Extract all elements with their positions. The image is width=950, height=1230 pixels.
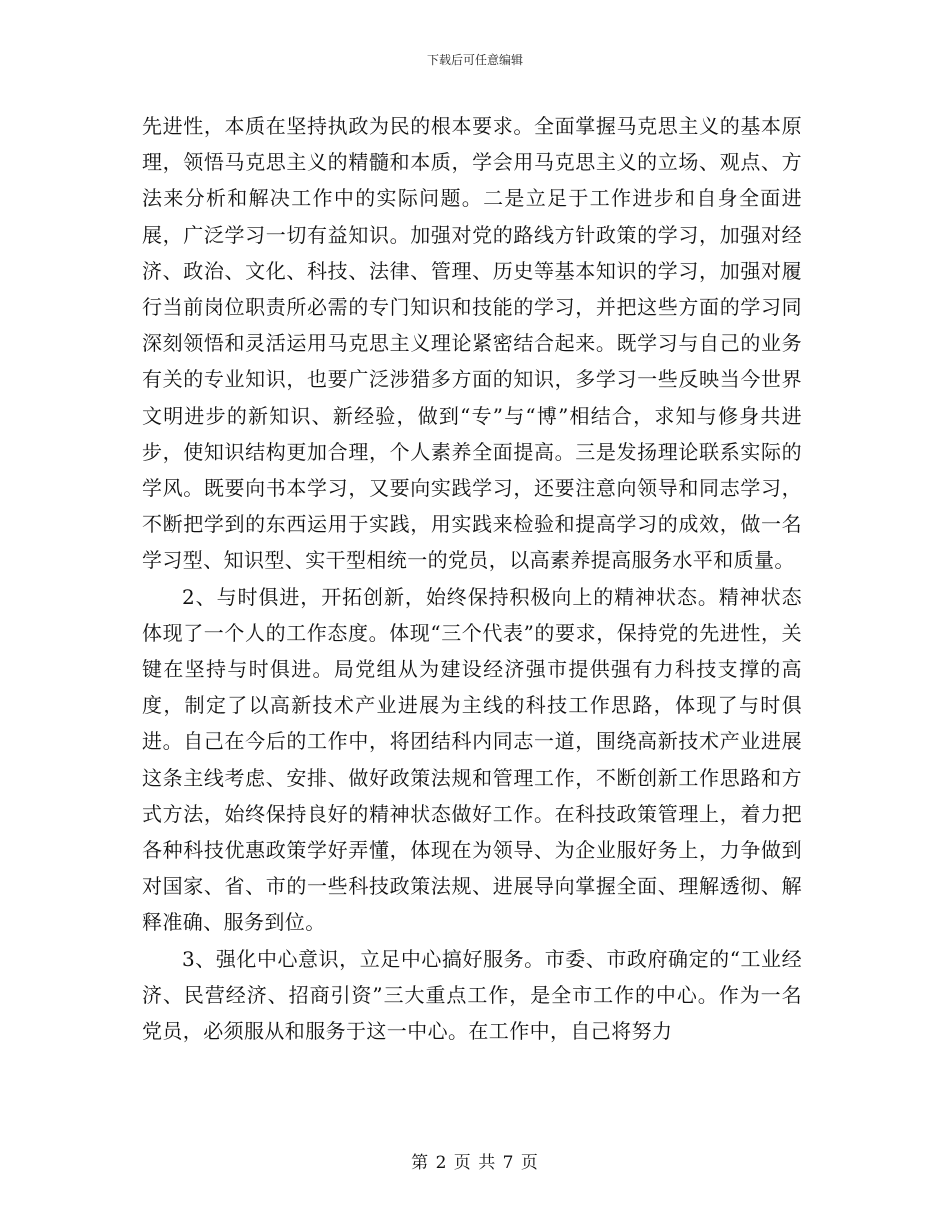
document-body (142, 108, 802, 1049)
page-header: 下载后可任意编辑 (426, 53, 523, 67)
paragraph-continuation: 先进性，本质在坚持执政为民的根本要求。全面掌握马克思主义的基本原理，领悟马克思主义的精髓和本质，学会用马克思主义的立场、观点、方法来分析和解决工作中的实际问题。二是立足于工作进步和自身全面进展，广泛学习一切有益知识。加强对党的路线方针政策的学习，加强对经济、政治、文化、科技、法律、管理、历史等基本知识的学习，加强对履行当前岗位职责所必需的专门知识和技能的学习，并把这些方面的学习同深刻领悟和灵活运用马克思主义理论紧密结合起来。既学习与自己的业务有关的专业知识，也要广泛涉猎多方面的知识，多学习一些反映当今世界文明进步的新知识、新经验，做到“专”与“博”相结合，求知与修身共进步，使知识结构更加合理，个人素养全面提高。三是发扬理论联系实际的学风。既要向书本学习，又要向实践学习，还要注意向领导和同志学习，不断把学到的东西运用于实践，用实践来检验和提高学习的成效，做一名学习型、知识型、实干型相统一的党员，以高素养提高服务水平和质量。 (142, 114, 802, 573)
paragraph-3: 3、强化中心意识，立足中心搞好服务。市委、市政府确定的“工业经济、民营经济、招商引资”三大重点工作，是全市工作的中心。作为一名党员，必须服从和服务于这一中心。在工作中，自己将努力 (142, 946, 802, 1044)
paragraph-2: 2、与时俱进，开拓创新，始终保持积极向上的精神状态。精神状态体现了一个人的工作态度。体现“三个代表”的要求，保持党的先进性，关键在坚持与时俱进。局党组从为建设经济强市提供强有力科技支撑的高度，制定了以高新技术产业进展为主线的科技工作思路，体现了与时俱进。自己在今后的工作中，将团结科内同志一道，围绕高新技术产业进展这条主线考虑、安排、做好政策法规和管理工作，不断创新工作思路和方式方法，始终保持良好的精神状态做好工作。在科技政策管理上，着力把各种科技优惠政策学好弄懂，体现在为领导、为企业服好务上，力争做到对国家、省、市的一些科技政策法规、进展导向掌握全面、理解透彻、解释准确、服务到位。 (142, 584, 802, 935)
page-number: 第 2 页 共 7 页 (411, 1153, 539, 1173)
